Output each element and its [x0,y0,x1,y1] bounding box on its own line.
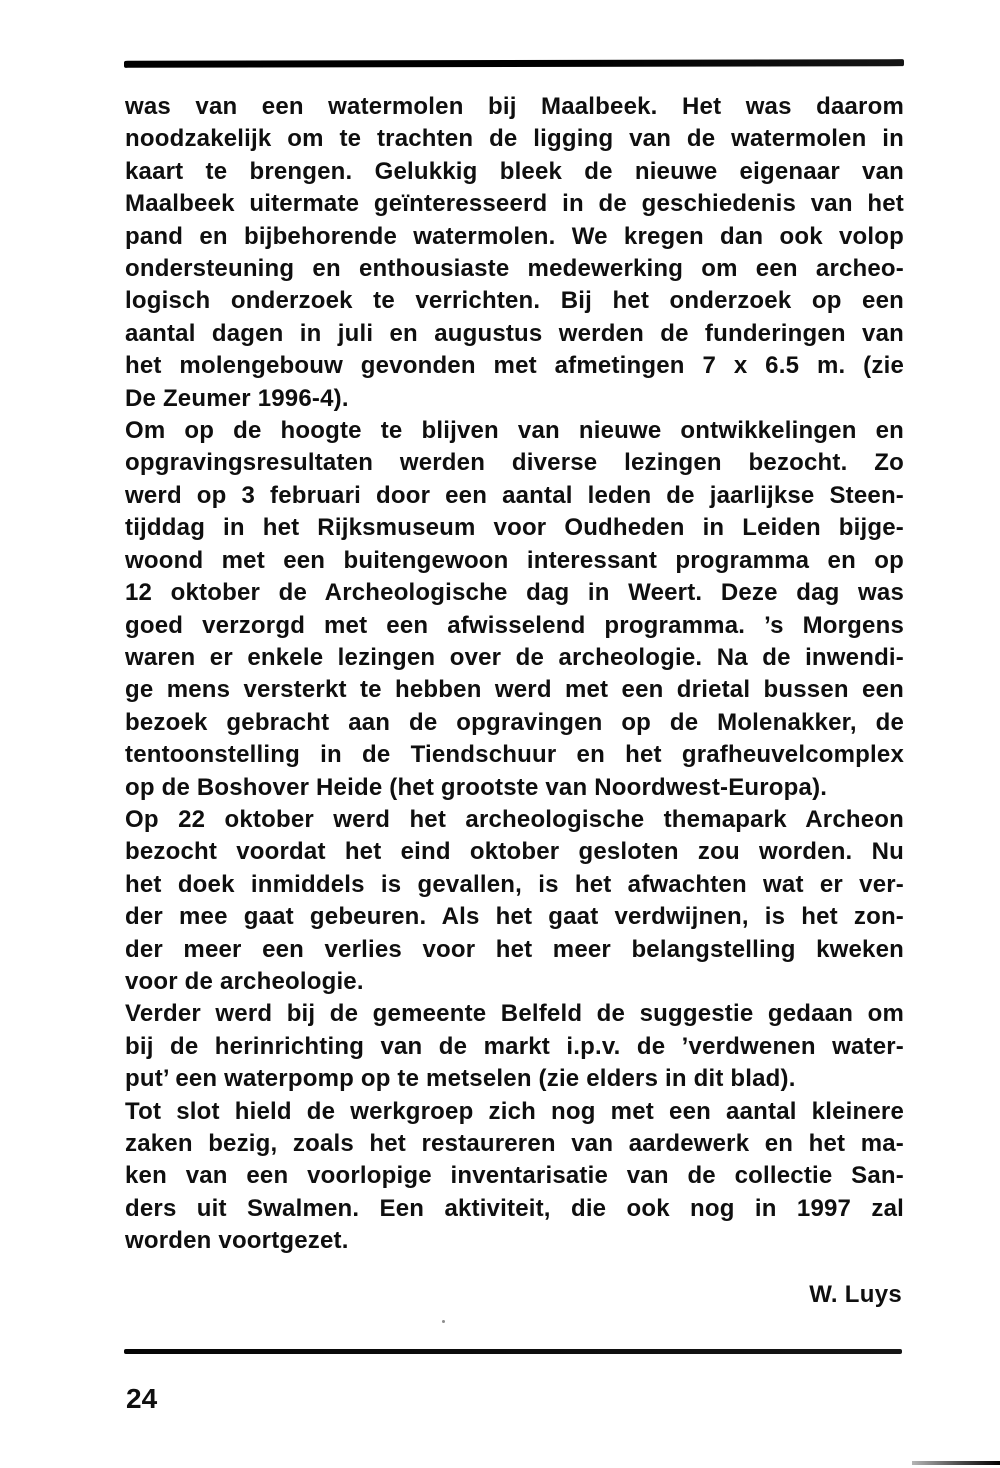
text-line: voor de archeologie. [125,967,364,995]
text-body [125,91,904,1258]
text-line: Op 22 oktober werd het archeologische themapark Archeon [125,805,904,833]
text-line: pand en bijbehorende watermolen. We kregen dan ook volop [125,222,904,250]
text-line: De Zeumer 1996-4). [125,384,349,412]
paragraph [125,804,904,998]
dust-speck [442,1320,445,1323]
text-line: ders uit Swalmen. Een aktiviteit, die ook nog in 1997 zal [125,1194,904,1222]
text-line: der meer een verlies voor het meer belangstelling kweken [125,935,904,963]
paragraph [125,91,904,415]
text-line: het doek inmiddels is gevallen, is het afwachten wat er ver- [125,870,904,898]
text-line: der mee gaat gebeuren. Als het gaat verdwijnen, is het zon- [125,903,904,931]
text-line: bezocht voordat het eind oktober gesloten zou worden. Nu [125,838,904,866]
text-line: goed verzorgd met een afwisselend programma. ’s Morgens [125,611,904,639]
text-line: op de Boshover Heide (het grootste van Noordwest-Europa). [125,773,828,801]
text-line: bij de herinrichting van de markt i.p.v. de ’verdwenen water- [125,1032,904,1060]
text-line: woond met een buitengewoon interessant programma en op [125,546,904,574]
text-line: worden voortgezet. [125,1227,349,1255]
text-line: logisch onderzoek te verrichten. Bij het onderzoek op een [125,287,904,315]
text-line: ge mens versterkt te hebben werd met een drietal bussen een [125,676,904,704]
text-line: ondersteuning en enthousiaste medewerking om een archeo- [125,255,904,283]
paragraph [125,1096,904,1258]
text-line: tijddag in het Rijksmuseum voor Oudheden in Leiden bijge- [125,514,904,542]
text-line: Om op de hoogte te blijven van nieuwe ontwikkelingen en [125,417,904,445]
paragraph [125,415,904,804]
paragraph [125,998,904,1095]
scan-edge-smudge [912,1461,1000,1465]
signature: W. Luys [809,1281,902,1308]
text-line: Tot slot hield de werkgroep zich nog met een aantal kleinere [125,1097,904,1125]
text-line: zaken bezig, zoals het restaureren van aardewerk en het ma- [125,1130,904,1157]
text-line: waren er enkele lezingen over de archeologie. Na de inwendi- [125,643,904,671]
text-line: bezoek gebracht aan de opgravingen op de Molenakker, de [125,708,904,736]
text-line: tentoonstelling in de Tiendschuur en het grafheuvelcomplex [125,741,904,769]
text-line: Maalbeek uitermate geïnteresseerd in de geschiedenis van het [125,190,904,218]
text-line: ken van een voorlopige inventarisatie van de collectie San- [125,1162,904,1190]
top-rule [124,59,904,68]
text-line: 12 oktober de Archeologische dag in Weert. Deze dag was [125,579,904,607]
text-line: opgravingsresultaten werden diverse lezingen bezocht. Zo [125,449,904,477]
text-line: het molengebouw gevonden met afmetingen 7 x 6.5 m. (zie [125,352,904,380]
text-line: kaart te brengen. Gelukkig bleek de nieuwe eigenaar van [125,157,904,185]
text-line: put’ een waterpomp op te metselen (zie elders in dit blad). [125,1065,796,1093]
text-line: Verder werd bij de gemeente Belfeld de suggestie gedaan om [125,1000,904,1028]
text-line: aantal dagen in juli en augustus werden de funderingen van [125,319,904,347]
page-number: 24 [126,1383,158,1414]
bottom-rule [124,1349,902,1354]
text-line: werd op 3 februari door een aantal leden de jaarlijkse Steen- [125,481,904,509]
text-line: noodzakelijk om te trachten de ligging van de watermolen in [125,125,904,153]
text-line: was van een watermolen bij Maalbeek. Het was daarom [125,93,904,120]
